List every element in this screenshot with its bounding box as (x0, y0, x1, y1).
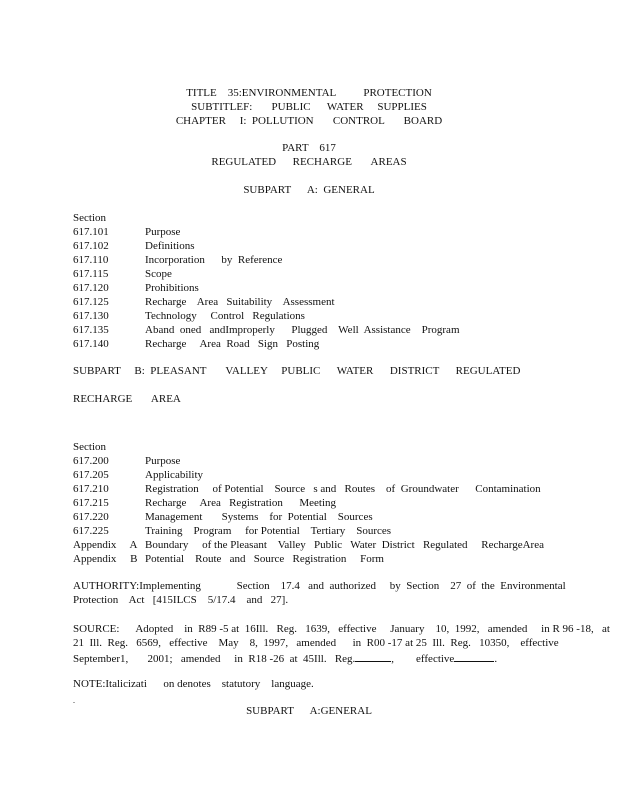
section-title: Boundary of the Pleasant Valley Public Water District Regulated RechargeArea (145, 539, 544, 551)
section-title: Purpose (145, 226, 181, 238)
section-number: 617.220 (73, 511, 109, 523)
section-title: Potential Route and Source Registration Form (145, 553, 384, 565)
section-number: 617.140 (73, 338, 109, 350)
section-number: Appendix B (73, 553, 138, 565)
authority-line: AUTHORITY:Implementing Section 17.4 and authorized by Section 27 of the Environmental (73, 580, 566, 592)
section-title: Scope (145, 268, 172, 280)
section-number: 617.200 (73, 455, 109, 467)
section-number: 617.125 (73, 296, 109, 308)
subpart-b-heading-line2: RECHARGE AREA (73, 393, 181, 405)
section-label: Section (73, 212, 106, 224)
dot-mark: . (73, 696, 75, 705)
source-paragraph (73, 622, 610, 666)
section-label-b: Section (73, 441, 106, 453)
subtitle-line: SUBTITLEF: PUBLIC WATER SUPPLIES (191, 101, 427, 113)
section-number: Appendix A (73, 539, 138, 551)
source-line (73, 650, 568, 666)
source-text: . (494, 653, 498, 665)
source-line: SOURCE: Adopted in R89 -5 at 16Ill. Reg. 1639, effective January 10, 1992, amended in R 96 -18, at (73, 623, 610, 635)
title-line: TITLE 35:ENVIRONMENTAL PROTECTION (186, 87, 432, 99)
section-title: Purpose (145, 455, 181, 467)
section-title: Registration of Potential Source s and Routes of Groundwater Contamination (145, 483, 541, 495)
section-title: Technology Control Regulations (145, 310, 305, 322)
source-text: , effective (391, 653, 455, 665)
section-title: Recharge Area Road Sign Posting (145, 338, 320, 350)
section-number: 617.225 (73, 525, 109, 537)
section-number: 617.102 (73, 240, 109, 252)
section-title: Training Program for Potential Tertiary Sources (145, 525, 392, 537)
section-title: Applicability (145, 469, 204, 481)
section-number: 617.110 (73, 254, 109, 266)
section-title: Aband oned andImproperly Plugged Well Assistance Program (145, 324, 460, 336)
section-number: 617.130 (73, 310, 109, 322)
chapter-line: CHAPTER I: POLLUTION CONTROL BOARD (175, 115, 443, 127)
section-number: 617.215 (73, 497, 109, 509)
subpart-b-heading-line1: SUBPART B: PLEASANT VALLEY PUBLIC WATER DISTRICT REGULATED (73, 365, 521, 377)
section-number: 617.210 (73, 483, 109, 495)
section-number: 617.205 (73, 469, 109, 481)
section-title: Recharge Area Suitability Assessment (145, 296, 335, 308)
subpart-a-heading: SUBPART A: GENERAL (243, 184, 375, 196)
source-text: September1, 2001; amended in R18 -26 at 45Ill. Reg. (73, 653, 356, 665)
blank-underline (355, 650, 391, 662)
section-number: 617.115 (73, 268, 109, 280)
authority-line: Protection Act [415ILCS 5/17.4 and 27]. (73, 594, 289, 606)
note-line: NOTE:Italicizati on denotes statutory language. (73, 678, 314, 690)
part-line: PART 617 (282, 142, 336, 154)
section-title: Definitions (145, 240, 195, 252)
section-number: 617.101 (73, 226, 109, 238)
part-name: REGULATED RECHARGE AREAS (211, 156, 407, 168)
section-number: 617.120 (73, 282, 109, 294)
source-line: 21 Ill. Reg. 6569, effective May 8, 1997, amended in R00 -17 at 25 Ill. Reg. 10350, effective (73, 637, 559, 649)
section-title: Recharge Area Registration Meeting (145, 497, 337, 509)
section-title: Management Systems for Potential Sources (145, 511, 373, 523)
footer-subpart-heading: SUBPART A:GENERAL (246, 705, 372, 717)
authority-paragraph (73, 579, 568, 607)
section-title: Prohibitions (145, 282, 199, 294)
section-title: Incorporation by Reference (145, 254, 283, 266)
blank-underline (454, 650, 494, 662)
section-number: 617.135 (73, 324, 109, 336)
